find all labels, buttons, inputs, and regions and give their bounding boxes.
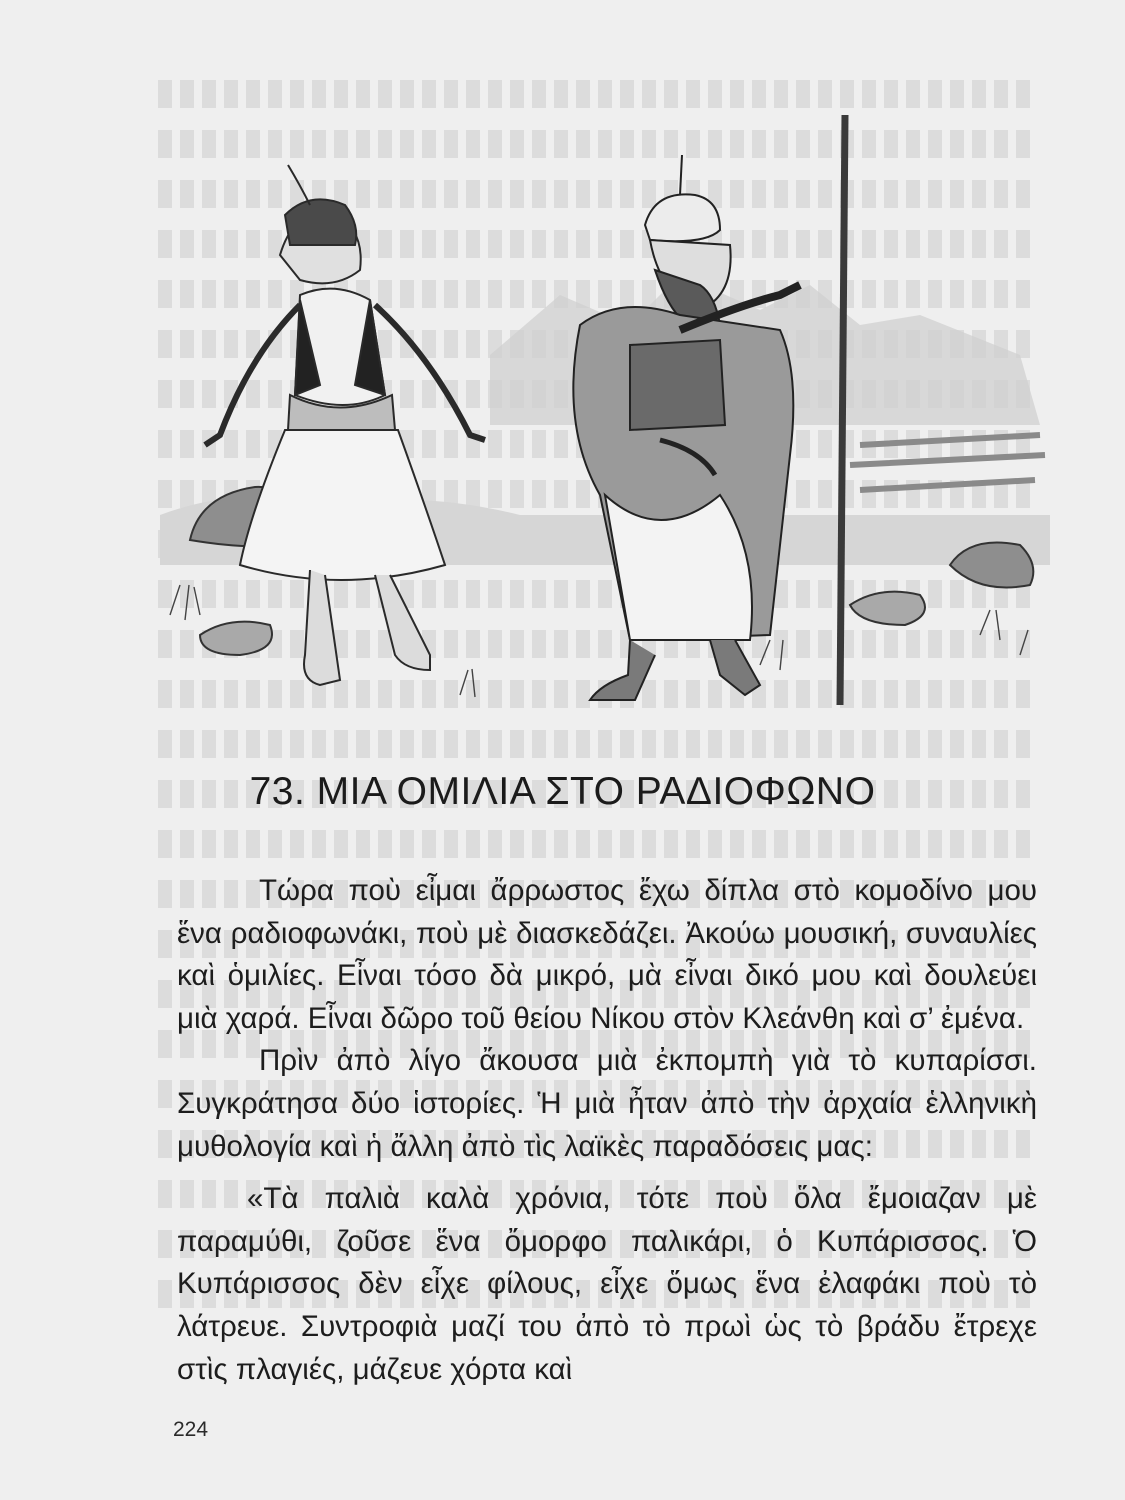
walking-staff: [840, 115, 845, 705]
paragraph: Τώρα ποὺ εἶμαι ἄρρωστος ἔχω δίπλα στὸ κομοδίνο μου ἕνα ραδιοφωνάκι, ποὺ μὲ διασκεδάζει. Ἀκούω μουσική, συναυλίες καὶ ὁμιλίες. Εἶναι τόσο δὰ μικρό, μὰ εἶναι δικό μου καὶ δουλεύει μιὰ χαρά. Εἶναι δῶρο τοῦ θείου Νίκου στὸν Κλεάνθη καὶ σ’ ἐμένα.: [177, 874, 1037, 1035]
chapter-title: 73. ΜΙΑ ΟΜΙΛΙΑ ΣΤΟ ΡΑΔΙΟΦΩΝΟ: [249, 770, 876, 813]
page-number: 224: [173, 1418, 209, 1441]
paragraph: «Τὰ παλιὰ καλὰ χρόνια, τότε ποὺ ὅλα ἔμοιαζαν μὲ παραμύθι, ζοῦσε ἕνα ὄμορφο παλικάρι, ὁ Κυπάρισσος. Ὁ Κυπάρισσος δὲν εἶχε φίλους, εἶχε ὅμως ἕνα ἐλαφάκι ποὺ τὸ λάτρευε. Συντροφιὰ μαζί του ἀπὸ τὸ πρωὶ ὡς τὸ βράδυ ἔτρεχε στὶς πλαγιές, μάζευε χόρτα καὶ: [177, 1182, 1037, 1386]
boy-figure: [205, 165, 485, 685]
illustration-boy-and-man: [160, 95, 1050, 720]
paragraph: Πρὶν ἀπὸ λίγο ἄκουσα μιὰ ἐκπομπὴ γιὰ τὸ κυπαρίσσι. Συγκράτησα δύο ἱστορίες. Ἡ μιὰ ἦταν ἀπὸ τὴν ἀρχαία ἑλληνικὴ μυθολογία καὶ ἡ ἄλλη ἀπὸ τὶς λαϊκὲς παραδόσεις μας:: [177, 1044, 1037, 1163]
man-figure: [573, 155, 800, 700]
body-text: [177, 870, 1037, 1391]
